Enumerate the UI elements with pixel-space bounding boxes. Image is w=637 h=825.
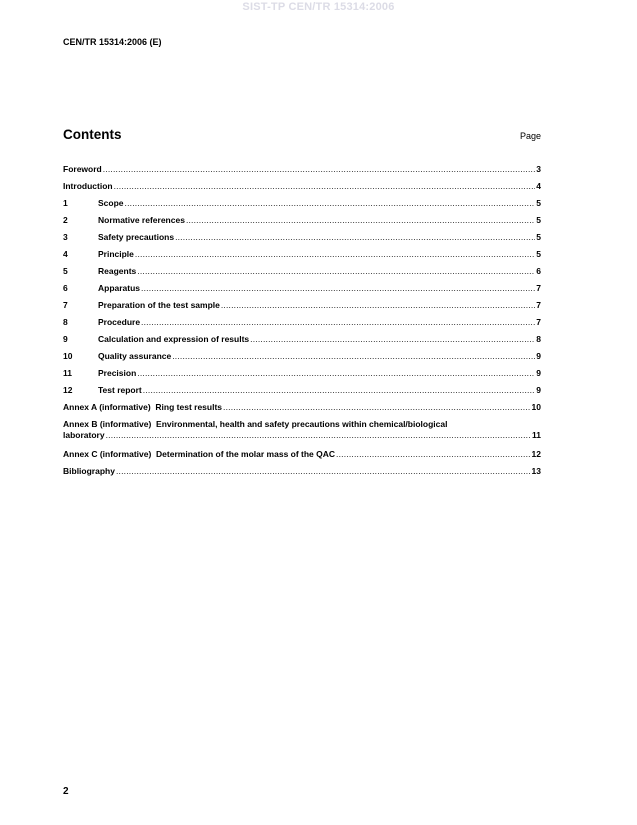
toc-entry-title: Apparatus: [98, 283, 141, 293]
toc-entry-introduction[interactable]: [63, 181, 541, 198]
toc-entry-page: 8: [536, 334, 541, 344]
toc-leader: [336, 449, 530, 460]
toc-entry-apparatus[interactable]: [63, 283, 541, 300]
toc-entry-title: Quality assurance: [98, 351, 172, 361]
toc-leader: [223, 402, 531, 413]
toc-entry-precision[interactable]: [63, 368, 541, 385]
toc-entry-annex-a[interactable]: [63, 402, 541, 419]
contents-heading: Contents: [63, 127, 122, 142]
toc-entry-foreword[interactable]: [63, 164, 541, 181]
toc-entry-title-line1: Annex B (informative) Environmental, health and safety precautions within chemical/biological: [63, 419, 448, 429]
toc-entry-page: 12: [531, 449, 541, 459]
table-of-contents: [63, 164, 541, 483]
toc-leader: [141, 317, 535, 328]
toc-entry-title: Foreword: [63, 164, 102, 174]
toc-leader: [114, 181, 536, 192]
toc-entry-page: 5: [536, 215, 541, 225]
toc-entry-number: 4: [63, 249, 68, 259]
toc-leader: [221, 300, 535, 311]
toc-entry-safety-precautions[interactable]: [63, 232, 541, 249]
toc-entry-page: 9: [536, 385, 541, 395]
toc-entry-title: laboratory: [63, 430, 105, 440]
toc-entry-page: 5: [536, 198, 541, 208]
document-id-header: CEN/TR 15314:2006 (E): [63, 37, 162, 47]
toc-leader: [186, 215, 535, 226]
toc-entry-title: Reagents: [98, 266, 137, 276]
toc-entry-number: 2: [63, 215, 68, 225]
toc-entry-procedure[interactable]: [63, 317, 541, 334]
toc-entry-quality-assurance[interactable]: [63, 351, 541, 368]
toc-entry-page: 7: [536, 300, 541, 310]
toc-entry-title: Introduction: [63, 181, 113, 191]
toc-entry-annex-c[interactable]: [63, 449, 541, 466]
toc-entry-page: 5: [536, 249, 541, 259]
page-number: 2: [63, 786, 69, 797]
toc-entry-page: 11: [532, 430, 541, 440]
toc-leader: [135, 249, 535, 260]
toc-leader: [116, 466, 531, 477]
toc-entry-number: 8: [63, 317, 68, 327]
toc-leader: [175, 232, 535, 243]
toc-entry-reagents[interactable]: [63, 266, 541, 283]
toc-leader: [137, 368, 535, 379]
toc-entry-bibliography[interactable]: [63, 466, 541, 483]
toc-entry-title: Safety precautions: [98, 232, 175, 242]
toc-entry-calculation-and-expression[interactable]: [63, 334, 541, 351]
toc-entry-page: 4: [536, 181, 541, 191]
toc-leader: [106, 430, 531, 441]
toc-entry-annex-b[interactable]: [63, 419, 541, 449]
toc-entry-title: Preparation of the test sample: [98, 300, 220, 310]
toc-entry-normative-references[interactable]: [63, 215, 541, 232]
page-column-label: Page: [519, 131, 541, 141]
toc-entry-title: Precision: [98, 368, 137, 378]
toc-entry-number: 12: [63, 385, 73, 395]
toc-entry-title: Test report: [98, 385, 142, 395]
toc-leader: [141, 283, 535, 294]
toc-entry-preparation-of-test-sample[interactable]: [63, 300, 541, 317]
toc-entry-page: 10: [531, 402, 541, 412]
toc-entry-title: Normative references: [98, 215, 185, 225]
toc-entry-title: Scope: [98, 198, 124, 208]
toc-entry-number: 10: [63, 351, 73, 361]
toc-entry-title: Annex C (informative) Determination of the molar mass of the QAC: [63, 449, 336, 459]
toc-leader: [103, 164, 536, 175]
toc-entry-page: 7: [536, 283, 541, 293]
toc-leader: [125, 198, 536, 209]
toc-leader: [172, 351, 535, 362]
toc-entry-title: Principle: [98, 249, 134, 259]
toc-entry-title: Annex A (informative) Ring test results: [63, 402, 223, 412]
toc-entry-principle[interactable]: [63, 249, 541, 266]
toc-entry-test-report[interactable]: [63, 385, 541, 402]
toc-entry-number: 9: [63, 334, 68, 344]
toc-entry-page: 9: [536, 351, 541, 361]
toc-entry-title: Bibliography: [63, 466, 115, 476]
toc-leader: [143, 385, 535, 396]
toc-entry-page: 3: [536, 164, 541, 174]
toc-entry-number: 11: [63, 368, 72, 378]
toc-leader: [250, 334, 535, 345]
toc-entry-number: 6: [63, 283, 68, 293]
toc-entry-number: 5: [63, 266, 68, 276]
watermark: SIST-TP CEN/TR 15314:2006: [242, 1, 395, 13]
toc-entry-page: 7: [536, 317, 541, 327]
toc-entry-number: 7: [63, 300, 68, 310]
toc-entry-number: 1: [63, 198, 68, 208]
toc-entry-page: 13: [531, 466, 541, 476]
toc-entry-title: Procedure: [98, 317, 141, 327]
toc-leader: [137, 266, 535, 277]
toc-entry-scope[interactable]: [63, 198, 541, 215]
toc-entry-number: 3: [63, 232, 68, 242]
toc-entry-page: 9: [536, 368, 541, 378]
toc-entry-title: Calculation and expression of results: [98, 334, 250, 344]
toc-entry-page: 6: [536, 266, 541, 276]
toc-entry-page: 5: [536, 232, 541, 242]
